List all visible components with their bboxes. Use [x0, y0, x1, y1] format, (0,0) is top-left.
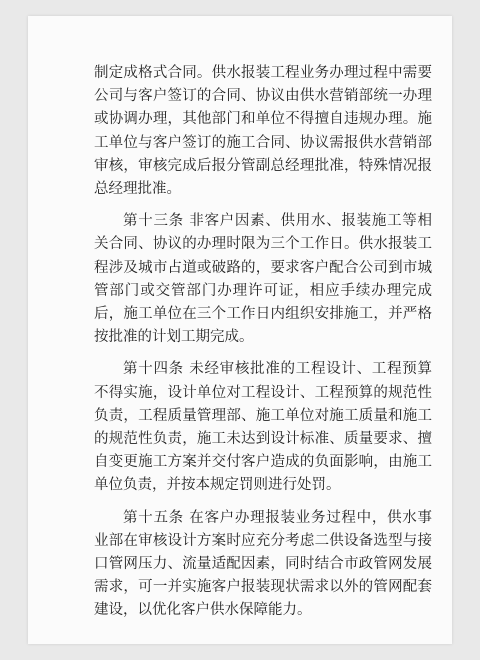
paragraph-text: 制定成格式合同。供水报装工程业务办理过程中需要公司与客户签订的合同、协议由供水营销部统一办理或协调办理，其他部门和单位不得擅自违规办理。施工单位与客户签订的施工合同、协议需报供水营销部审核，审核完成后报分管副总经理批准，特殊情况报总经理批准。	[94, 65, 432, 198]
document-body	[94, 62, 432, 632]
paragraph-text: 未经审核批准的工程设计、工程预算不得实施，设计单位对工程设计、工程预算的规范性负责，工程质量管理部、施工单位对施工质量和施工的规范性负责，施工未达到设计标准、质量要求、擅自变更施工方案并交付客户造成的负面影响，由施工单位负责，并按本规定罚则进行处罚。	[94, 361, 433, 494]
paragraph-text: 非客户因素、供用水、报装施工等相关合同、协议的办理时限为三个工作日。供水报装工程涉及城市占道或破路的，要求客户配合公司到市城管部门或交管部门办理许可证，相应手续办理完成后，施工单位在三个工作日内组织安排施工，并严格按批准的计划工期完成。	[94, 213, 433, 346]
article-number: 第十三条	[123, 213, 184, 230]
paragraph-article-15	[94, 507, 432, 623]
paragraph-article-14	[94, 358, 432, 497]
paragraph-1	[94, 62, 432, 201]
paragraph-article-13	[94, 210, 432, 349]
paragraph-text: 在客户办理报装业务过程中，供水事业部在审核设计方案时应充分考虑二供设备选型与接口管网压力、流量适配因素，同时结合市政管网发展需求，可一并实施客户报装现状需求以外的管网配套建设，以优化客户供水保障能力。	[94, 509, 433, 619]
article-number: 第十四条	[123, 361, 184, 378]
article-number: 第十五条	[123, 509, 184, 526]
document-page	[28, 16, 452, 644]
